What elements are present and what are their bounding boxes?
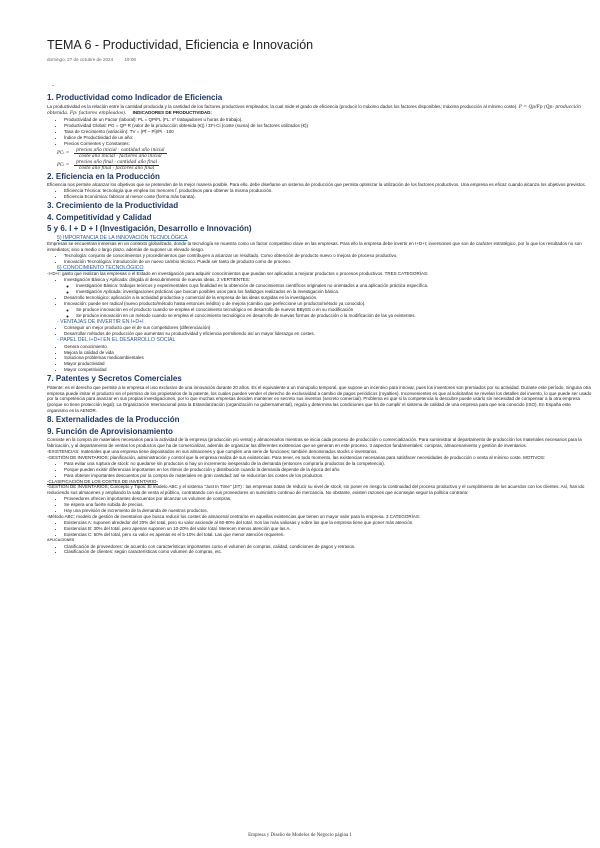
heading-eficiencia: 2. Eficiencia en la Producción [47,171,160,181]
s5-list4 [47,344,592,374]
list-item: ◦ Se produce innovación en un método cuando se emplea el conocimiento tecnológico en desarrollo de nuevas formas de producción o la modificación de las ya existentes. [76,313,592,319]
list-item: • Mejora la calidad de vida [64,350,592,356]
list-item: • Tecnología: conjunto de conocimientos y procedimientos que contribuyen a alcanzar un resultado. Como obtención de producto nuevo o mejora de proceso productivo. [64,253,592,259]
list-item: • Desarrollo tecnológico: aplicación a la actividad productiva y comercial de la empresa de las ideas surgidas en la investigación. [64,295,592,301]
s9-p2: -EXISTENCIAS: materiales que una empresa tiene depositados en sus almacenes y que cumplen una serie de funciones; también denominados stocks o inventarios. [47,449,378,454]
heading-externalidades: 8. Externalidades de la Producción [47,415,180,425]
s5-p2: -I+D+I: gasto que realizan las empresas o el Estado en investigación para adquirir conocimientos que puedan ser aplicados a mejorar productos o procesos productivos. TRES CATEGORÍAS: [47,271,429,277]
note-metadata [47,57,146,62]
list-item: • Eficiencia Técnica: tecnología que emplea los menores f. productivos para obtener la misma producción. [64,188,592,194]
s9-p4: -CLASIFICACIÓN DE LOS COSTES DE INVENTARIO- [47,478,158,484]
s9-list4 [47,544,592,556]
list-item: • Para evitar una ruptura de stock: no quedarse sin productos si hay un incremento inesperado de la demanda (entonces compraría productos de la competencia). [64,461,592,467]
heading-productividad: 1. Productividad como Indicador de Eficiencia [47,93,223,102]
s7-p: Patente: es el derecho que permite a la empresa el uso exclusivo de una innovación durante 20 años. Es el equivalente a un monopolio temporal, que supone un incentivo para innovar, pues los inventores son premiados por su actividad. Durante este período, ninguna otra empresa puede imitar el producto sin el permiso de los propietarios de la patente, los cuales pueden vender el derecho de exclusividad a cambio de pagos periódicos (royalties). Inconvenientes es que al solicitarlas se revelan los detalles del invento, lo que puede ser usado por la competencia para avanzar en sus propias investigaciones, por lo que muchas empresas deciden mantener en secreto sus inventos (secreto comercial). Problema es que si la competencia lo descubre puede usarlo sin necesidad de compensar a la otra empresa (porque no tiene protección legal). La Organización Internacional para la Estandarización (organización no gubernamental), regula y determina las condiciones que ha de cumplir el sistema de calidad de una empresa para que sea conocido (ISO). En España este organismo es la AENOR. [47,384,592,414]
s5-list2 [47,277,592,318]
pc-denominator: coste año inicial · factores año inicial [78,153,162,159]
list-item: • Mayor competitividad [64,367,592,373]
list-item: • Proveedores ofrecen importantes descuentos por alcanzar un volumen de compras. [64,496,592,502]
s1-intro: La productividad es la relación entre la cantidad producida y la cantidad de los factores productivos empleados, la cual mide el grado de eficiencia (producir lo máximo dados los factores disponibles; máxima producción al mínimo coste). P = Qp/Fp (Qp: producción obtenida. Fp: factores empleados). INDICADORES DE PRODUCTIVIDAD: [47,103,581,117]
list-item: • Tasa de Crecimiento (variación): TV = (Pf − Pi)/Pi · 100 [64,129,592,135]
list-item: • Investigación Básica y Aplicada: dirigida al descubrimiento de nuevas ideas. 2 VERTIENTES: ◦ Investigación Básica: trabajos teóricos y experimentales cuya finalidad es la obtención de conocimientos científicos originales no orientados a una aplicación práctica específica. ◦ Investigación Aplicada: investigaciones prácticas que buscan posibles usos para los hallazgos realizados en la investigación básica. [64,277,592,295]
note-body [47,92,592,555]
heading-crecimiento: 3. Crecimiento de la Productividad [47,201,179,211]
list-item: • Productividad de un Factor (laboral): PL = QP/FL (FL: nº trabajadores u horas de trabajo). [64,117,592,123]
indicators-label: INDICADORES DE PRODUCTIVIDAD: [132,110,212,116]
list-item: • Genera conocimiento [64,344,592,350]
s5-list3 [47,325,592,337]
list-item: ◦ Investigación Básica: trabajos teóricos y experimentales cuya finalidad es la obtención de conocimientos científicos originales no orientados a una aplicación práctica específica. [76,283,592,289]
heading-competitividad: 4. Competitividad y Calidad [47,212,152,222]
heading-patentes: 7. Patentes y Secretos Comerciales [47,374,182,384]
s9-p1: Consiste en la compra de materiales necesarios para la actividad de la empresa (producción y/o venta) y almacenarlos mientras se inicia cada proceso de producción o comercialización. Para suministrar al departamento de producción los materiales necesarios para la fabricación, y al departamento de ventas los productos que ha de comercializar, además de organizar las diferentes existencias que se generan en este proceso. 3 aspectos fundamentales: compras, almacenamiento y gestión de inventarios. [47,437,582,449]
list-item: • Productividad Global: PG = QP·R (valor de la producción obtenida (€)) / ΣFi·Ci (coste (suma) de los factores utilizados (€)) [64,123,592,129]
sub-innovacion-tecnologica: 5) IMPORTANCIA DE LA INNOVACIÓN TECNOLÓGICA [57,234,188,241]
list-item: • Índice de Productividad de un año: [64,135,592,141]
pc-denominator: coste año final · factores año final [78,165,155,171]
pc-numerator: precios año inicial · cantidad año inicial [76,147,165,153]
s9-list1 [47,461,592,479]
s1-list [47,117,592,147]
leading-dash: - [52,83,54,89]
list-item: • Mayor productividad [64,361,592,367]
heading-idi: 5 y 6. I + D + I (Investigación, Desarrollo e Innovación) [47,224,252,234]
s9-list3 [47,520,592,538]
heading-aprovisionamiento: 9. Función de Aprovisionamiento [47,426,173,436]
list-item: • Clasificación de proveedores: de acuerdo con características importantes como el volumen de compras, calidad, condiciones de pagos y retrasos. [64,544,592,550]
s1-intro-formula: P = Qp/Fp (Qp: producción obtenida. Fp: factores empleados). [47,104,581,117]
page-footer: Empresa y Diseño de Modelos de Negocio página 1 [248,833,352,838]
s9-list2 [47,496,592,514]
s5-p1: Empresas se encuentran inmersas en un contexto globalizado, donde la tecnología se muestra como un factor competitivo clave en las empresas. Para ello la empresa debe invertir en I+D+I; inversiones que son de carácter estratégico, por lo que los resultados no son inmediatos; sino a medio o largo plazo, además de suponer un elevado riesgo. [47,241,582,253]
s5-list1 [47,253,592,265]
pc-numerator: precios año final · cantidad año final [76,159,158,165]
sub-ventajas: - VENTAJAS DE INVERTIR EN I+D+I [57,318,144,325]
list-item: • Porque pueden existir diferencias importantes en los ritmos de producción y distribución cuando la demanda depende de la época del año [64,467,592,473]
s2-intro: Eficiencia nos permite alcanzar los objetivos que se pretenden de la mejor manera posible. Para ello, debe diseñarse un sistema de producción que permita optimizar la utilización de los factores productivos. Una empresa es eficaz cuando alcanza los objetivos previstos. [47,182,587,188]
list-item: • Existencias A: suponen alrededor del 20% del total, pero su valor asciende al 60-80% del total. Son las más valiosas y sobre las que la empresa tiene que poner más atención. [64,520,592,526]
list-item: ◦ Investigación Aplicada: investigaciones prácticas que buscan posibles usos para los hallazgos realizados en la investigación básica. [76,289,592,295]
sub-papel-social: - PAPEL DEL I+D+I EN EL DESARROLLO SOCIAL [57,337,176,344]
price-formula [57,148,592,171]
list-item: • Desarrollar métodos de producción que aumentan su productividad y eficiencia permitiendo así un mayor liderazgo en costes. [64,331,592,337]
s2-list [47,188,592,200]
list-item: • Se espera una fuerte subida de precios. [64,502,592,508]
note-date: domingo, 27 de octubre de 2024 [47,57,114,62]
list-item: • Existencias C: 50% del total, pero su valor es apenas es el 5-10% del total. Las que menor atención requieren. [64,532,592,538]
apps-label: APLICACIONES [47,537,75,542]
list-item: • Clasificación de clientes: según características como volumen de compras, etc. [64,549,592,555]
list-item: • Precios Corrientes y Constantes: [64,141,592,147]
sub-conocimiento-tecnologico: 6) CONOCIMIENTO TECNOLÓGICO [57,264,144,271]
list-item: • Conseguir un mejor producto que el de sus competidores (diferenciación) [64,325,592,331]
list-item: • Innovación Tecnológica: introducción de un nuevo cambio técnico. Puede ser tanto de producto como de proceso. [64,259,592,265]
s9-p5: -GESTIÓN DE INVENTARIOS; Concepto y Tipos: El modelo ABC y el sistema "Just In Time" (JIT) : las empresas tratan de reducir su nivel de stock, sin poner en riesgo la continuidad del proceso productivo y el cumplimiento de los acuerdos con los clientes. Así, han ido reduciendo sus almacenes y ampliando la sala de venta al público, contratando con sus proveedores un suministro continuo de mercancía. No obstante, existen razones que aconsejan seguir la política contraria: [47,484,585,496]
list-item: • Existencias B: 30% del total, pero apenas suponen un 10-20% del valor total. Merecen menos atención que las A. [64,526,592,532]
list-item: • Soluciona problemas medioambientales [64,355,592,361]
list-item: • Innovación: puede ser radical (nuevo producto/método hasta entonces inédito) o de mejora (cambio que perfeccione un producto/método ya conocido). ◦ Se produce innovación en el producto cuando se emplea el conocimiento tecnológico en desarrollo de nuevos BBySS o en su modificación ◦ Se produce innovación en un método cuando se emplea el conocimiento tecnológico en desarrollo de nuevas formas de producción o la modificación de las ya existentes. [64,301,592,319]
note-time: 19:06 [124,57,136,62]
list-item: • Para obtener importantes descuentos por la compra de materiales en gran cantidad: así se reducirían los costes de los productos. [64,473,592,479]
page-title: TEMA 6 - Productividad, Eficiencia e Innovación [47,38,314,52]
pc-label: PCₜ = [57,162,70,168]
list-item: • Hay una previsión de incremento de la demanda de nuestros productos. [64,508,592,514]
pc-label: PCₜ = [57,150,70,156]
list-item: • Eficiencia Económica: fabricar al menor coste (forma más barata). [64,194,592,200]
s9-p3: -GESTIÓN DE INVENTARIOS: planificación, administración y control que la empresa realiza de sus existencias. Para tener, en todo momento, las existencias necesarias para satisfacer necesidades de producción o venta al mínimo coste. MOTIVOS: [47,454,546,460]
s9-p6: -Método ABC: modelo de gestión de inventarios que busca reducir los costes de almacenal centrarse en aquellas existencias que tienen un mayor valor para la empresa. 3 CATEGORÍAS: [47,513,421,519]
list-item: ◦ Se produce innovación en el producto cuando se emplea el conocimiento tecnológico en desarrollo de nuevos BBySS o en su modificación [76,307,592,313]
